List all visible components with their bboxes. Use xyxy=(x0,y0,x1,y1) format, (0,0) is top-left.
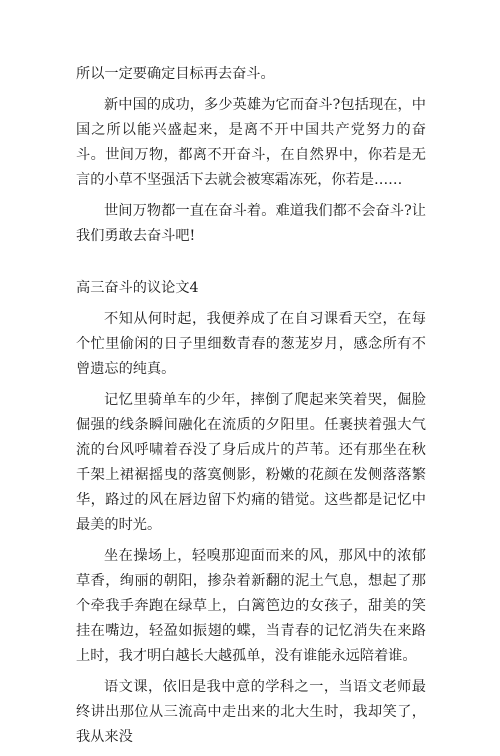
paragraph: 新中国的成功，多少英雄为它而奋斗?包括现在，中国之所以能兴盛起来，是离不开中国共产党努力的奋斗。世间万物，都离不开奋斗，在自然界中，你若是无言的小草不坚强活下去就会被寒霜冻死，你若是…… xyxy=(76,97,426,188)
paragraph: 坐在操场上，轻嗅那迎面而来的风，那风中的浓郁草香，绚丽的朝阳，掺杂着新翻的泥土气息，想起了那个牵我手奔跑在绿草上，白篱笆边的女孩子，甜美的笑挂在嘴边，轻盈如振翅的蝶，当青春的记忆消失在来路上时，我才明白越长大越孤单，没有谁能永远陪着谁。 xyxy=(76,548,426,664)
paragraph: 所以一定要确定目标再去奋斗。 xyxy=(76,66,275,82)
paragraph: 不知从何时起，我便养成了在自习课看天空，在每个忙里偷闲的日子里细数青春的葱茏岁月，感念所有不曾遗忘的纯真。 xyxy=(76,311,426,377)
paragraph: 世间万物都一直在奋斗着。难道我们都不会奋斗?让我们勇敢去奋斗吧! xyxy=(76,203,426,244)
paragraph: 语文课，依旧是我中意的学科之一，当语文老师最终讲出那位从三流高中走出来的北大生时，我却笑了，我从来没 xyxy=(76,679,426,745)
document-page xyxy=(76,62,426,756)
paragraph: 记忆里骑单车的少年，摔倒了爬起来笑着哭，倔脸倔强的线条瞬间融化在流质的夕阳里。任裹挟着强大气流的台风呼啸着吞没了身后成片的芦苇。还有那坐在秋千架上裙裾摇曳的落寞侧影，粉嫩的花颜在发侧落落繁华，路过的风在唇边留下灼痛的错觉。这些都是记忆中最美的时光。 xyxy=(76,392,426,533)
section-heading: 高三奋斗的议论文4 xyxy=(76,280,199,296)
